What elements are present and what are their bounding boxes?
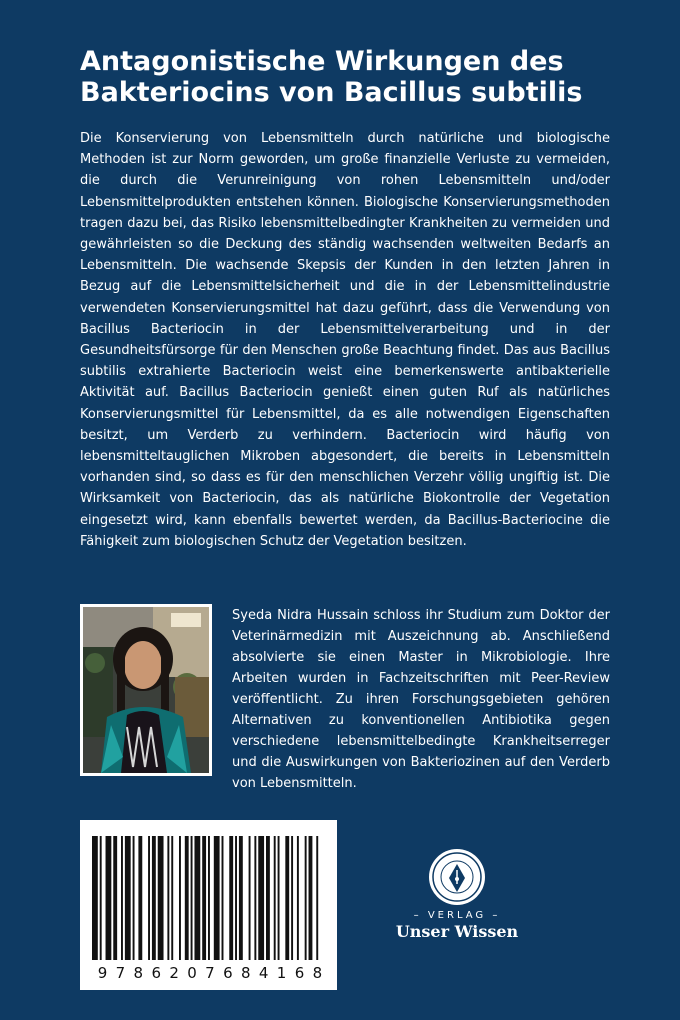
barcode-bar: [158, 836, 164, 960]
isbn-digit: 7: [205, 964, 215, 982]
isbn-digit: 8: [312, 964, 323, 982]
barcode-bar: [258, 836, 264, 960]
isbn-number: [94, 964, 326, 982]
barcode-bar: [297, 836, 299, 960]
barcode-bar: [229, 836, 233, 960]
barcode-bar: [249, 836, 251, 960]
isbn-digit: 6: [294, 964, 305, 982]
isbn-digit: 9: [97, 964, 108, 982]
isbn-digit: 8: [240, 964, 251, 982]
barcode-bar: [152, 836, 156, 960]
barcode-bar: [106, 836, 112, 960]
barcode-bar: [305, 836, 307, 960]
barcode-bar: [222, 836, 224, 960]
barcode-bar: [167, 836, 169, 960]
barcode-bar: [266, 836, 270, 960]
isbn-digit: 6: [151, 964, 161, 982]
barcode-bar: [100, 836, 102, 960]
barcode-bar: [125, 836, 131, 960]
book-description: Die Konservierung von Lebensmitteln durch natürliche und biologische Methoden ist zur Norm geworden, um große finanzielle Verluste zu vermeiden, die durch die Verunreinigung von rohen Lebensmitteln und/oder Lebensmittelprodukten entstehen können. Biologische Konservierungsmethoden tragen dazu bei, das Risiko lebensmittelbedingter Krankheiten zu vermeiden und gewährleisten so die Deckung des ständig wachsenden weltweiten Bedarfs an Lebensmitteln. Die wachsende Skepsis der Kunden in den letzten Jahren in Bezug auf die Lebensmittelsicherheit und die in der Lebensmittelindustrie verwendeten Konservierungsmittel hat dazu geführt, dass die Verwendung von Bacillus Bacteriocin in der Lebensmittelverarbeitung und in der Gesundheitsfürsorge für den Menschen große Beachtung findet. Das aus Bacillus subtilis extrahierte Bacteriocin weist eine bemerkenswerte antibakterielle Aktivität auf. Bacillus Bacteriocin genießt einen guten Ruf als natürliches Konservierungsmittel für Lebensmittel, da es alle notwendigen Eigenschaften besitzt, um Verderb zu verhindern. Bacteriocin wird häufig von lebensmitteltauglichen Mikroben abgesondert, die bereits in Lebensmitteln vorhanden sind, so dass es für den menschlichen Verzehr völlig ungiftig ist. Die Wirksamkeit von Bacteriocin, das als natürliche Biokontrolle der Vegetation eingesetzt wird, kann ebenfalls bewertet werden, da Bacillus-Bacteriocine die Fähigkeit zum biologischen Schutz der Vegetation besitzen.: [80, 131, 610, 549]
barcode-bar: [148, 836, 150, 960]
barcode-bar: [208, 836, 210, 960]
isbn-digit: 0: [187, 964, 197, 982]
isbn-digit: 1: [276, 964, 287, 982]
pen-nib-emblem-icon: [428, 848, 486, 906]
publisher-logo: [384, 848, 530, 958]
barcode-bar: [239, 836, 243, 960]
barcode-bar: [202, 836, 206, 960]
isbn-digit: 7: [115, 964, 126, 982]
isbn-digit: 4: [258, 964, 269, 982]
barcode-bar: [309, 836, 313, 960]
isbn-barcode: [80, 820, 337, 990]
barcode-bar: [291, 836, 293, 960]
publisher-verlag-label: – VERLAG –: [413, 910, 501, 921]
barcode-bar: [113, 836, 117, 960]
barcode-bar: [274, 836, 276, 960]
barcode-bar: [316, 836, 318, 960]
barcode-bars: [92, 836, 324, 960]
barcode-bar: [191, 836, 193, 960]
author-portrait-image: [83, 607, 209, 773]
barcode-bar: [254, 836, 256, 960]
barcode-bar: [133, 836, 135, 960]
barcode-bar: [185, 836, 189, 960]
barcode-bar: [171, 836, 173, 960]
barcode-bar: [214, 836, 220, 960]
barcode-bar: [235, 836, 237, 960]
publisher-name: Unser Wissen: [395, 922, 519, 941]
barcode-bar: [138, 836, 142, 960]
isbn-digit: 2: [169, 964, 179, 982]
isbn-digit: 6: [223, 964, 233, 982]
book-title: Antagonistische Wirkungen des Bakteriocins von Bacillus subtilis: [80, 46, 583, 108]
author-bio: Syeda Nidra Hussain schloss ihr Studium zum Doktor der Veterinärmedizin mit Auszeichnung ab. Anschließend absolvierte sie einen Master in Mikrobiologie. Ihre Arbeiten wurden in Fachzeitschriften mit Peer-Review veröffentlicht. Zu ihren Forschungsgebieten gehören Alternativen zu konventionellen Antibiotika gegen verschiedene lebensmittelbedingte Krankheitserreger und die Auswirkungen von Bakteriozinen auf den Verderb von Lebensmitteln.: [232, 608, 610, 791]
author-photo: [80, 604, 212, 776]
isbn-digit: 8: [133, 964, 144, 982]
barcode-bar: [121, 836, 123, 960]
barcode-bar: [179, 836, 181, 960]
barcode-bar: [278, 836, 280, 960]
barcode-bar: [285, 836, 289, 960]
barcode-bar: [92, 836, 98, 960]
barcode-bar: [194, 836, 200, 960]
